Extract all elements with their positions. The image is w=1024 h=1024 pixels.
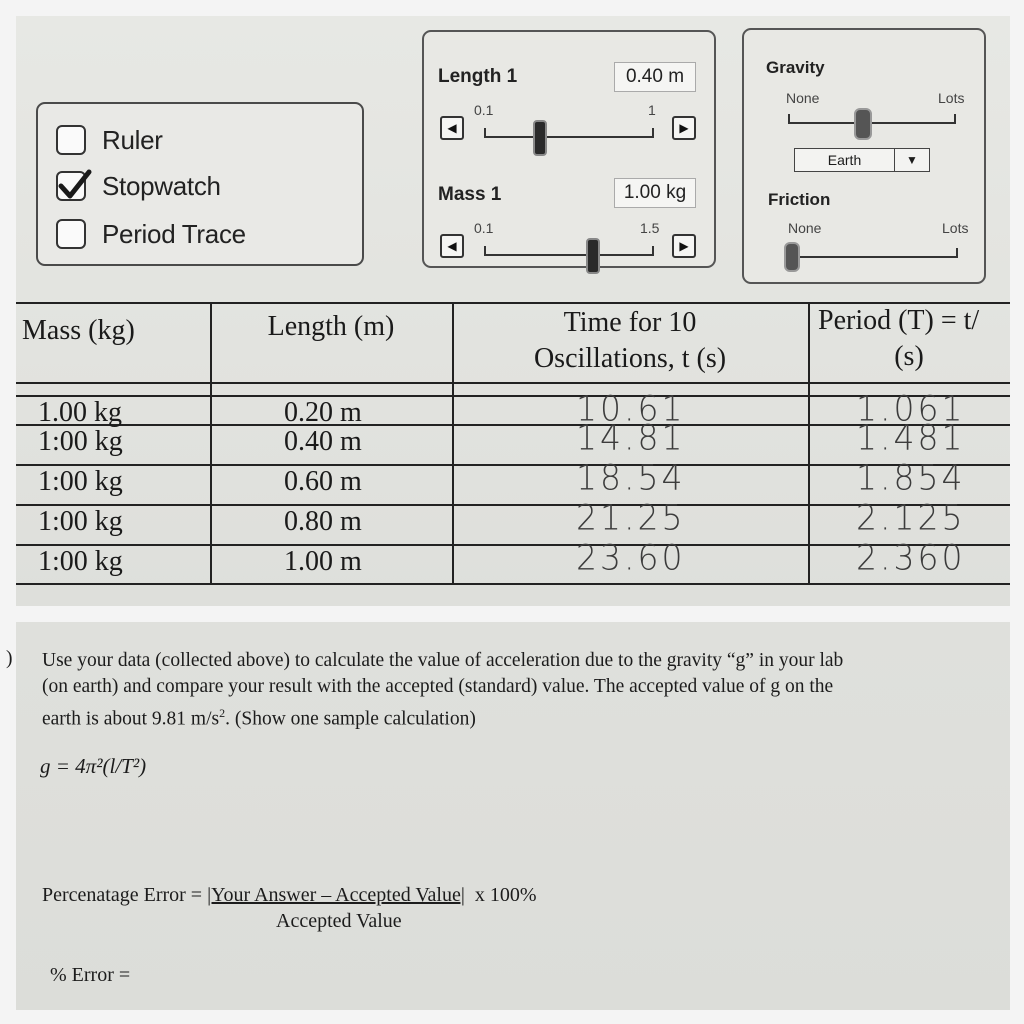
ruler-option[interactable]	[56, 122, 163, 158]
length-min-label: 0.1	[474, 102, 494, 118]
period-cell-handwritten: 2.360	[856, 537, 966, 578]
question-line-2: (on earth) and compare your result with the accepted (standard) value. The accepted value of g on the	[42, 676, 834, 697]
stopwatch-checkbox[interactable]	[56, 171, 86, 201]
ruler-checkbox[interactable]	[56, 125, 86, 155]
question-number: )	[6, 648, 13, 669]
period-cell-handwritten: 2.125	[856, 497, 966, 538]
triangle-right-icon: ▶	[679, 120, 689, 135]
time-cell-handwritten: 10.61	[576, 388, 686, 429]
mass-min-label: 0.1	[474, 220, 494, 236]
ruler-label: Ruler	[102, 124, 163, 155]
gravity-friction-panel	[742, 28, 986, 284]
gravity-lots-label: Lots	[938, 90, 965, 106]
gravity-slider-track[interactable]	[788, 122, 956, 124]
length-decrease-button[interactable]	[440, 116, 464, 140]
length-cell: 0.60 m	[284, 466, 362, 497]
length-cell: 0.20 m	[284, 397, 362, 428]
length-increase-button[interactable]	[672, 116, 696, 140]
mass-slider-track[interactable]	[484, 254, 654, 256]
length-slider-thumb[interactable]	[533, 120, 547, 156]
mass-cell: 1.00 kg	[38, 397, 122, 428]
length-cell: 1.00 m	[284, 546, 362, 577]
period-trace-label: Period Trace	[102, 218, 246, 249]
data-table	[16, 302, 1010, 584]
stopwatch-option[interactable]	[56, 168, 221, 204]
options-panel	[36, 102, 364, 266]
mass-cell: 1:00 kg	[38, 506, 123, 537]
gravity-slider-thumb[interactable]	[854, 108, 872, 140]
triangle-right-icon: ▶	[679, 238, 689, 253]
length-cell: 0.80 m	[284, 506, 362, 537]
length-cell: 0.40 m	[284, 426, 362, 457]
period-trace-option[interactable]	[56, 216, 246, 252]
period-cell-handwritten: 1.481	[856, 417, 966, 458]
mass-slider-thumb[interactable]	[586, 238, 600, 274]
mass-max-label: 1.5	[640, 220, 660, 236]
friction-label: Friction	[768, 190, 831, 209]
friction-slider-track[interactable]	[790, 256, 958, 258]
time-cell-handwritten: 18.54	[576, 457, 686, 498]
mass-column-header: Mass (kg)	[22, 315, 135, 346]
period-cell-handwritten: 1.061	[856, 388, 966, 429]
gravity-none-label: None	[786, 90, 820, 106]
length-column-header: Length (m)	[267, 311, 395, 342]
question-line-3: earth is about 9.81 $m/s^2$. (Show one sample calculation)	[42, 706, 476, 730]
mass-cell: 1:00 kg	[38, 546, 123, 577]
period-trace-checkbox[interactable]	[56, 219, 86, 249]
mass-cell: 1:00 kg	[38, 466, 123, 497]
gravity-preset-dropdown[interactable]	[794, 148, 930, 172]
friction-none-label: None	[788, 220, 822, 236]
percentage-error-numerator: |Your Answer – Accepted Value|	[207, 884, 465, 906]
period-column-header-line2: (s)	[894, 341, 924, 372]
question-text	[42, 648, 982, 733]
percentage-error-formula: Percenatage Error = |Your Answer – Accepted Value| x 100%	[42, 884, 537, 906]
length-slider-track[interactable]	[484, 136, 654, 138]
length-value: 0.40 m	[614, 62, 696, 92]
pendulum-controls-panel	[422, 30, 716, 268]
stopwatch-label: Stopwatch	[102, 170, 221, 201]
mass-label: Mass 1	[438, 184, 502, 205]
friction-slider-thumb[interactable]	[784, 242, 800, 272]
friction-lots-label: Lots	[942, 220, 969, 236]
length-max-label: 1	[648, 102, 656, 118]
mass-decrease-button[interactable]	[440, 234, 464, 258]
length-label: Length 1	[438, 66, 518, 87]
checkmark-icon	[55, 166, 93, 204]
period-column-header-line1: Period (T) = t/	[818, 305, 980, 336]
triangle-left-icon: ◀	[447, 238, 457, 253]
gravity-preset-value: Earth	[795, 149, 895, 171]
time-cell-handwritten: 21.25	[576, 497, 686, 538]
gravity-formula: g = 4π²(l/T²)	[40, 754, 147, 778]
time-cell-handwritten: 14.81	[576, 417, 686, 458]
time-column-header-line1: Time for 10	[563, 307, 697, 338]
time-column-header-line2: Oscillations, t (s)	[533, 343, 727, 374]
mass-cell: 1:00 kg	[38, 426, 123, 457]
percentage-error-denominator: Accepted Value	[276, 910, 402, 932]
chevron-down-icon: ▼	[906, 153, 918, 167]
gravity-label: Gravity	[766, 58, 825, 77]
mass-value: 1.00 kg	[614, 178, 696, 208]
mass-increase-button[interactable]	[672, 234, 696, 258]
triangle-left-icon: ◀	[447, 120, 457, 135]
period-cell-handwritten: 1.854	[856, 457, 966, 498]
time-cell-handwritten: 23.60	[576, 537, 686, 578]
question-line-1: Use your data (collected above) to calculate the value of acceleration due to the gravity “g” in your lab	[42, 650, 844, 671]
percent-error-answer-line: % Error =	[50, 964, 131, 986]
